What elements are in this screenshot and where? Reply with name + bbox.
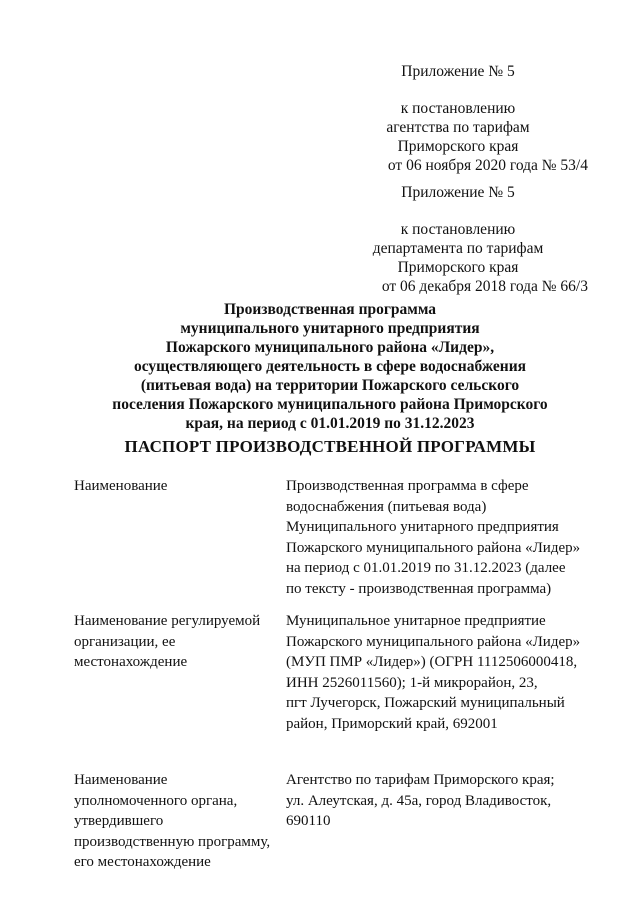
value-line: 690110 [286, 813, 331, 829]
appendix-previous-line: Приморского края [397, 259, 519, 276]
label-line: его местонахождение [74, 854, 211, 870]
passport-row-value [286, 611, 604, 751]
value-line: Муниципального унитарного предприятия [286, 519, 559, 535]
appendix-current-line: к постановлению [400, 100, 516, 117]
label-line: Наименование регулируемой [74, 613, 261, 629]
appendix-current-line: агентства по тарифам [386, 119, 530, 136]
passport-row-label [74, 611, 286, 751]
passport-row-program-name [74, 476, 604, 597]
value-line: водоснабжения (питьевая вода) [286, 498, 487, 515]
passport-row-regulated-organization [74, 611, 604, 751]
program-title-line: Пожарского муниципального района «Лидер», [165, 339, 495, 356]
appendix-previous-title: Приложение № 5 [401, 184, 515, 201]
value-line: Пожарского муниципального района «Лидер» [286, 633, 581, 650]
passport-table [74, 476, 604, 892]
label-line: Наименование [74, 772, 168, 788]
appendix-current-title: Приложение № 5 [401, 63, 515, 80]
value-line: Пожарского муниципального района «Лидер» [286, 539, 581, 556]
label-line: уполномоченного органа, [74, 792, 238, 809]
appendix-previous-line: департамента по тарифам [372, 240, 544, 257]
appendix-previous-date: от 06 декабря 2018 года № 66/3 [381, 278, 588, 295]
label-line: производственную программу, [74, 833, 271, 850]
appendix-previous-block [328, 183, 588, 296]
program-title-line: (питьевая вода) на территории Пожарского сельского [140, 377, 520, 394]
value-line: Производственная программа в сфере [286, 478, 529, 494]
value-line: на период с 01.01.2019 по 31.12.2023 (далее [286, 560, 566, 576]
value-line: пгт Лучегорск, Пожарский муниципальный [286, 695, 565, 711]
label-line: организации, ее [74, 633, 176, 650]
appendix-current-line: Приморского края [397, 138, 519, 155]
program-title-line: осуществляющего деятельность в сфере водоснабжения [133, 358, 527, 375]
label-line: Наименование [74, 478, 168, 494]
value-line: Муниципальное унитарное предприятие [286, 613, 546, 629]
value-line: ИНН 2526011560); 1-й микрорайон, 23, [286, 674, 538, 691]
program-title-line: Производственная программа [223, 301, 437, 318]
passport-row-authorized-body [74, 770, 604, 873]
value-line: по тексту - производственная программа) [286, 580, 552, 597]
value-line: район, Приморский край, 692001 [286, 715, 498, 732]
value-line: (МУП ПМР «Лидер») (ОГРН 1112506000418, [286, 654, 578, 670]
appendix-previous-line: к постановлению [400, 221, 516, 238]
passport-row-label [74, 476, 286, 592]
program-title-line: края, на период с 01.01.2019 по 31.12.2023 [185, 415, 475, 432]
label-line: утвердившего [74, 813, 164, 829]
appendix-current-date: от 06 ноября 2020 года № 53/4 [387, 157, 588, 174]
program-title-line: муниципального унитарного предприятия [180, 320, 480, 337]
passport-heading: ПАСПОРТ ПРОИЗВОДСТВЕННОЙ ПРОГРАММЫ [124, 437, 536, 456]
value-line: ул. Алеутская, д. 45а, город Владивосток, [286, 792, 552, 809]
passport-row-value [286, 770, 604, 873]
program-title [60, 300, 600, 433]
appendix-current-block [328, 62, 588, 175]
value-line: Агентство по тарифам Приморского края; [286, 772, 555, 788]
label-line: местонахождение [74, 654, 188, 670]
program-title-line: поселения Пожарского муниципального района Приморского [112, 396, 548, 413]
passport-row-value [286, 476, 604, 597]
passport-row-label [74, 770, 286, 873]
